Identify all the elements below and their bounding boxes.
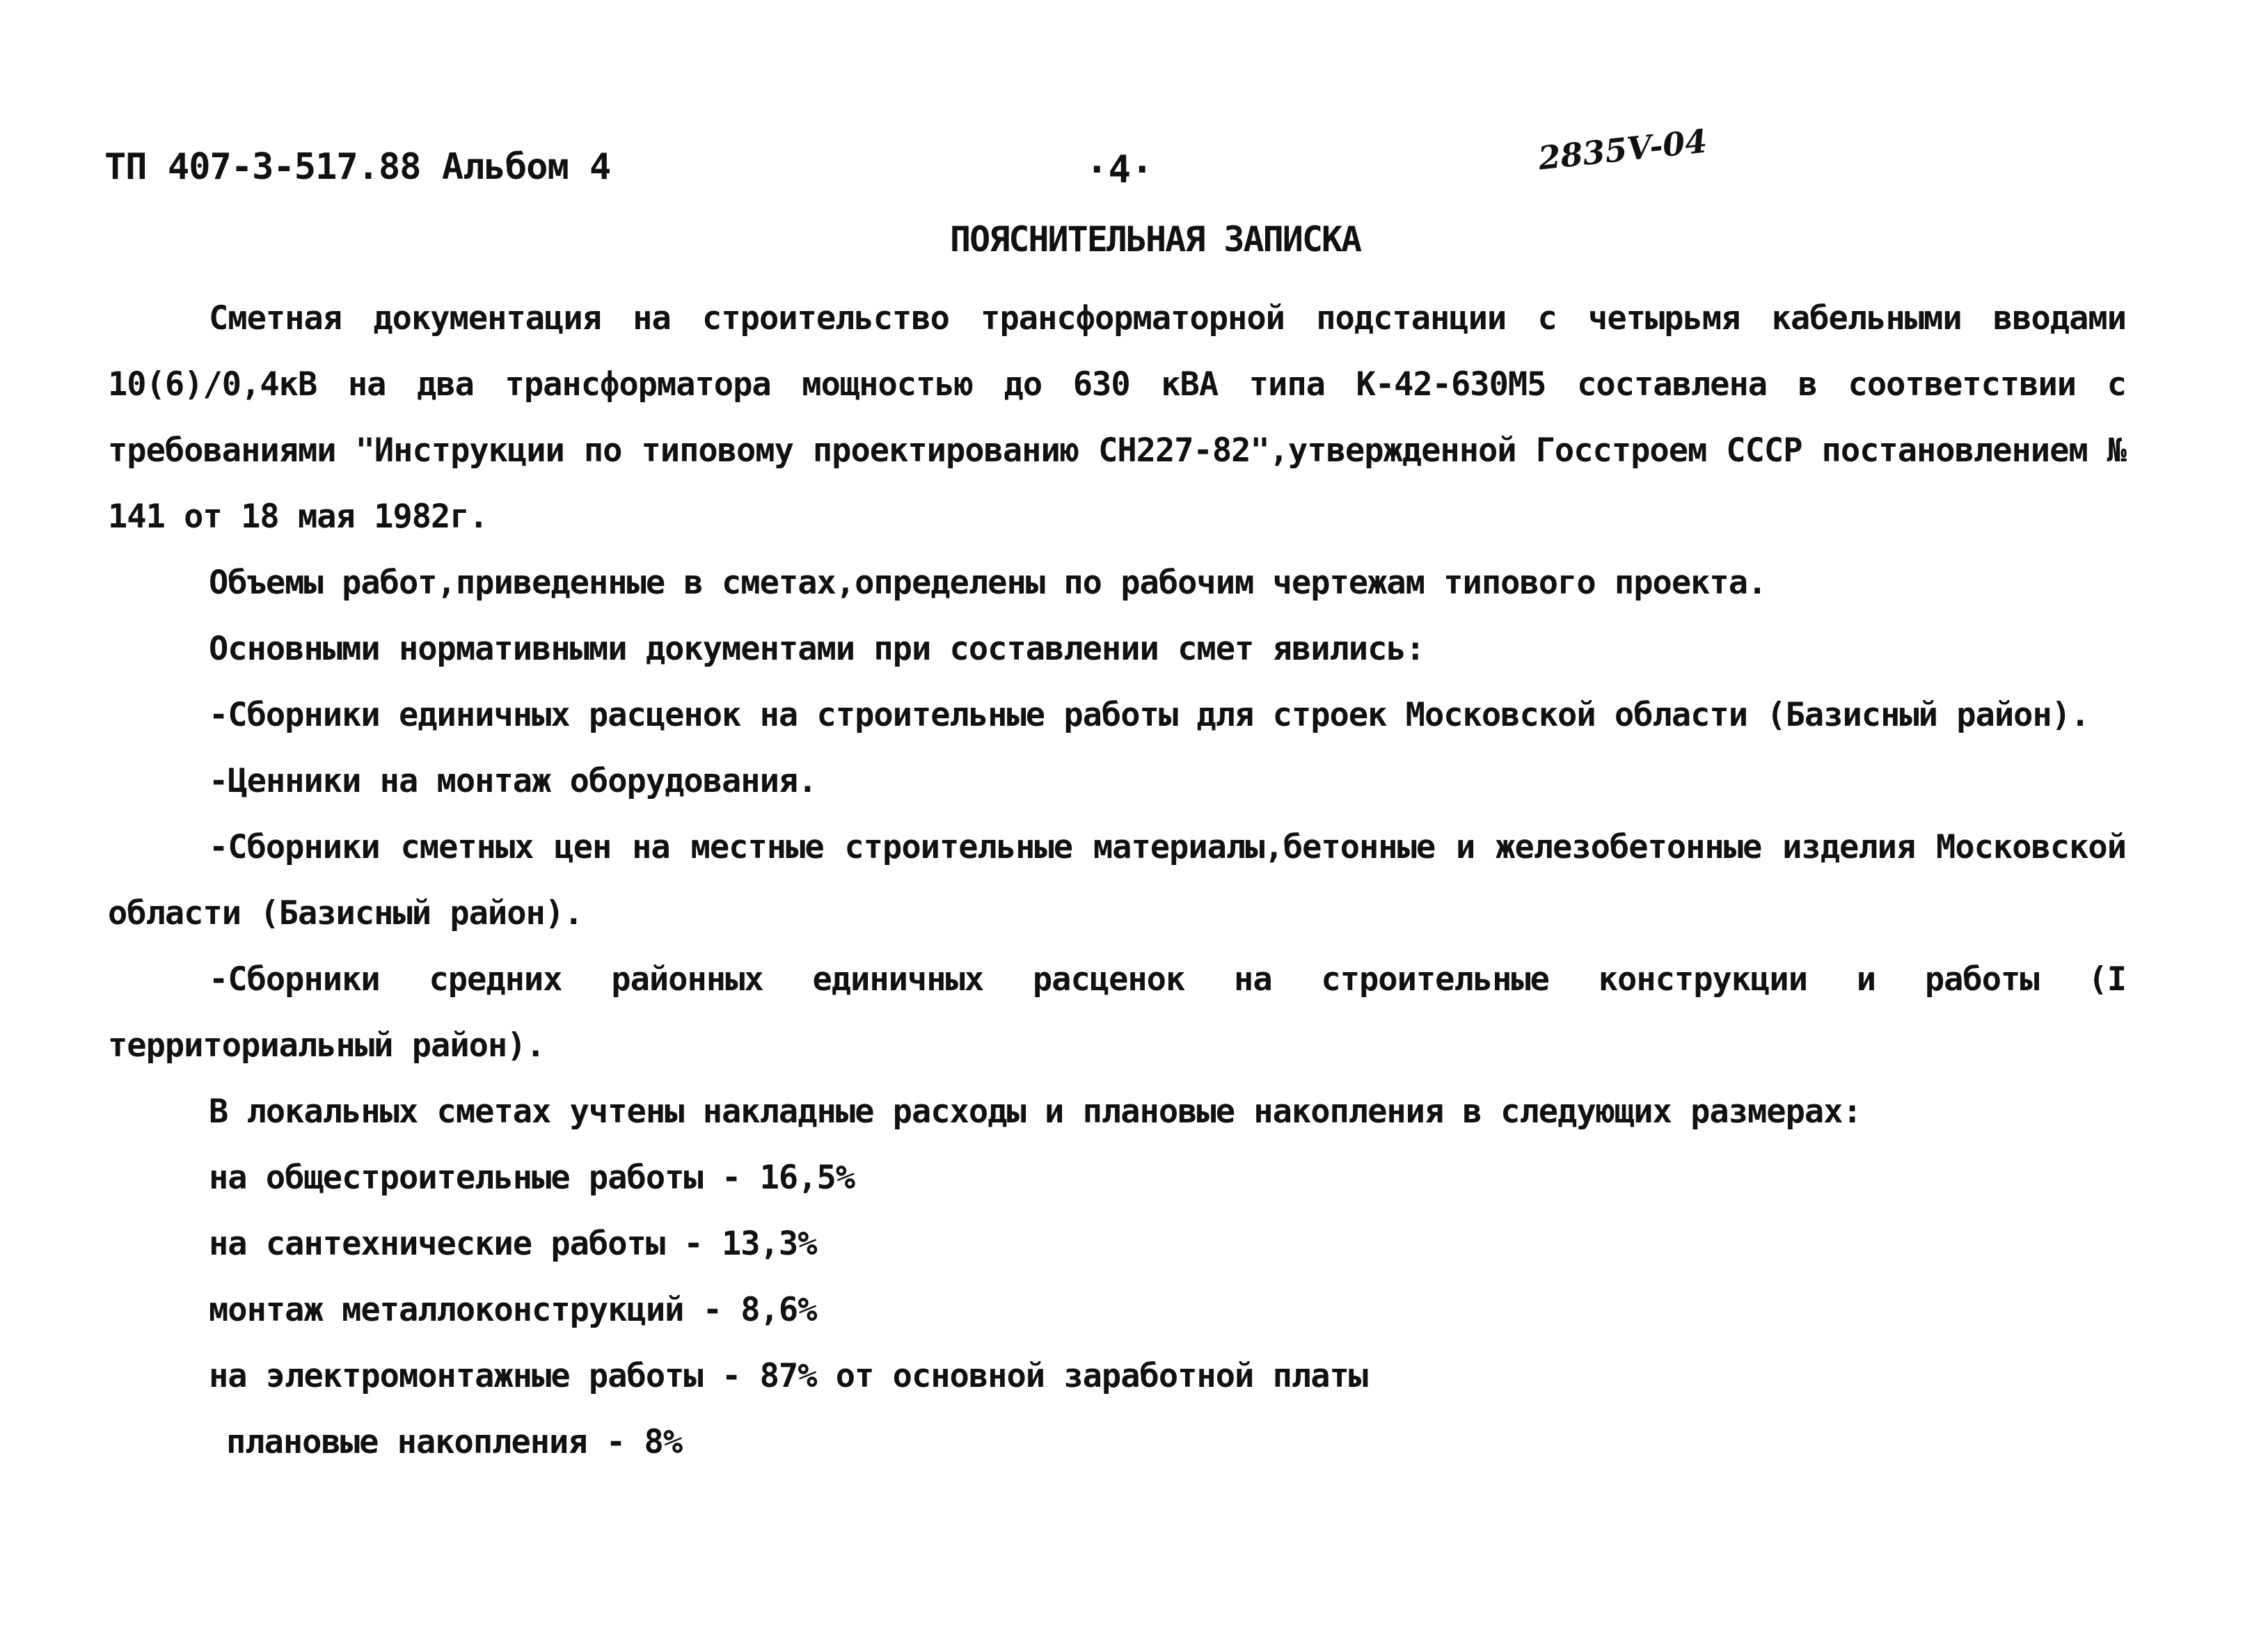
- document-body: [108, 285, 2126, 1475]
- rate-planned-savings: плановые накопления - 8%: [226, 1423, 683, 1461]
- rate-metal-structures: монтаж металлоконструкций - 8,6%: [209, 1291, 817, 1329]
- rate-plumbing: на сантехнические работы - 13,3%: [209, 1225, 817, 1263]
- list-item-unit-rates: -Сборники единичных расценок на строительные работы для строек Московской области (Базисный район).: [209, 696, 2090, 734]
- document-title: ПОЯСНИТЕЛЬНАЯ ЗАПИСКА: [950, 219, 1361, 260]
- paragraph-intro: Сметная документация на строительство трансформаторной подстанции с четырьмя кабельными вводами 10(6)/0,4кВ на два трансформатора мощностью до 630 кВА типа К-42-630М5 составлена в соответствии с требованиями "Инструкции по типовому проектированию СН227-82",утвержденной Госстроем СССР постановлением № 141 от 18 мая 1982г.: [108, 299, 2126, 536]
- list-item-regional-rates: -Сборники средних районных единичных расценок на строительные конструкции и работы (I территориальный район).: [108, 960, 2126, 1065]
- list-item-material-prices: -Сборники сметных цен на местные строительные материалы,бетонные и железобетонные изделия Московской области (Базисный район).: [108, 828, 2126, 932]
- paragraph-normative-docs: Основными нормативными документами при составлении смет явились:: [209, 630, 1425, 668]
- rate-general-construction: на общестроительные работы - 16,5%: [209, 1159, 855, 1197]
- page-number: ·4·: [1086, 148, 1154, 191]
- rate-electrical: на электромонтажные работы - 87% от основной заработной платы: [209, 1357, 1368, 1395]
- handwritten-inventory-number: 2835V-04: [1536, 122, 1709, 177]
- document-code: ТП 407-3-517.88 Альбом 4: [104, 146, 611, 188]
- paragraph-volumes: Объемы работ,приведенные в сметах,определены по рабочим чертежам типового проекта.: [209, 564, 1767, 602]
- list-item-price-lists: -Ценники на монтаж оборудования.: [209, 762, 817, 800]
- paragraph-overheads: В локальных сметах учтены накладные расходы и плановые накопления в следующих размерах:: [209, 1093, 1862, 1131]
